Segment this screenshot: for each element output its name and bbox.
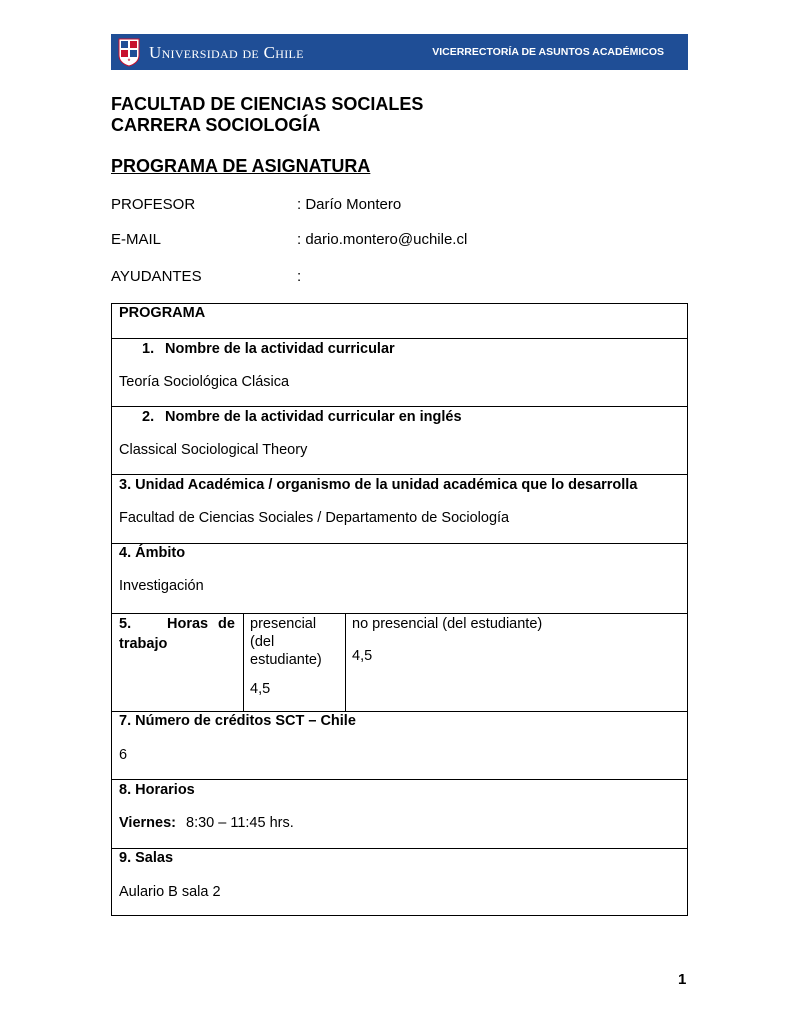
row5-label-num: 5.: [119, 616, 132, 632]
faculty-title: FACULTAD DE CIENCIAS SOCIALES: [111, 94, 424, 114]
row8-day: Viernes:: [119, 815, 176, 831]
presencial-line2: (del: [250, 634, 275, 650]
table-header: PROGRAMA: [119, 305, 206, 321]
row4-value: Investigación: [119, 578, 204, 594]
ayudantes-label: AYUDANTES: [111, 268, 202, 285]
row8-title: 8. Horarios: [119, 782, 195, 798]
row1-value: Teoría Sociológica Clásica: [119, 374, 290, 390]
profesor-value: : Darío Montero: [297, 196, 402, 213]
row4-title: 4. Ámbito: [119, 545, 186, 561]
row2-number: 2.: [142, 409, 155, 425]
no-presencial-value: 4,5: [352, 648, 373, 664]
row9-title: 9. Salas: [119, 850, 174, 866]
row5-divider-1: [243, 614, 244, 711]
page-number: 1: [678, 971, 687, 988]
row1-number: 1.: [142, 341, 155, 357]
table-row-nombre: [112, 339, 687, 407]
table-row-horarios: [112, 780, 687, 849]
row3-title: 3. Unidad Académica / organismo de la unidad académica que lo desarrolla: [119, 477, 638, 493]
university-banner: [111, 34, 688, 70]
row9-value: Aulario B sala 2: [119, 884, 221, 900]
row5-label-trabajo: trabajo: [119, 636, 168, 652]
ayudantes-value: :: [297, 268, 302, 285]
row1-title: Nombre de la actividad curricular: [165, 341, 395, 357]
row2-value: Classical Sociological Theory: [119, 442, 308, 458]
table-row-ambito: [112, 544, 687, 614]
vicerrectoria-label: VICERRECTORÍA DE ASUNTOS ACADÉMICOS: [432, 46, 664, 58]
table-row-programa: [112, 304, 687, 339]
table-row-horas: [112, 614, 687, 712]
row3-value: Facultad de Ciencias Sociales / Departamento de Sociología: [119, 510, 510, 526]
university-name: Universidad de Chile: [149, 43, 304, 62]
row7-value: 6: [119, 747, 128, 763]
row8-time: 8:30 – 11:45 hrs.: [186, 815, 294, 831]
career-title: CARRERA SOCIOLOGÍA: [111, 115, 321, 135]
table-row-salas: [112, 849, 687, 916]
no-presencial-label: no presencial (del estudiante): [352, 616, 543, 632]
presencial-value: 4,5: [250, 681, 271, 697]
row2-title: Nombre de la actividad curricular en inglés: [165, 409, 462, 425]
email-value[interactable]: : dario.montero@uchile.cl: [297, 231, 468, 248]
presencial-line3: estudiante): [250, 652, 322, 668]
table-row-nombre-ingles: [112, 407, 687, 475]
university-crest-icon: [117, 37, 141, 67]
program-table: [111, 303, 688, 916]
row7-title: 7. Número de créditos SCT – Chile: [119, 713, 356, 729]
row5-label-horas: Horas: [167, 616, 209, 632]
table-row-unidad: [112, 475, 687, 544]
row5-divider-2: [345, 614, 346, 711]
table-row-creditos: [112, 712, 687, 780]
email-label: E-MAIL: [111, 231, 162, 248]
program-title: PROGRAMA DE ASIGNATURA: [111, 156, 371, 176]
profesor-label: PROFESOR: [111, 196, 196, 213]
row5-label-de: de: [218, 616, 235, 632]
presencial-line1: presencial: [250, 616, 317, 632]
